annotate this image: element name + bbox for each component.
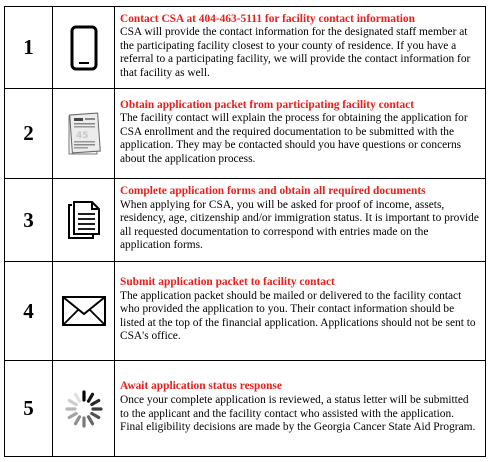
application-form-icon <box>67 112 101 156</box>
phone-icon <box>69 25 99 71</box>
svg-text:45: 45 <box>75 130 89 141</box>
step-row <box>5 179 486 262</box>
step-title: Complete application forms and obtain all required documents <box>120 185 426 198</box>
step-body: When applying for CSA, you will be asked for proof of income, assets, residency, age, citizenship and/or immigration status. It is important to provide all requested documentation to correspond with entries made on the application forms. <box>120 198 479 252</box>
step-description <box>115 89 486 179</box>
step-row <box>5 262 486 361</box>
step-number: 5 <box>5 361 53 457</box>
step-body: Once your complete application is reviewed, a status letter will be submitted to the applicant and the facility contact who assisted with the application. Final eligibility decisions are made by the Georgia Cancer State Aid Program. <box>120 393 476 434</box>
step-body: CSA will provide the contact information for the designated staff member at the participating facility closest to your county of residence. If you have a referral to a participating facility, we will provide the contact information for that facility as well. <box>120 26 471 79</box>
step-description <box>115 361 486 457</box>
step-description <box>115 262 486 361</box>
loading-spinner-icon <box>64 389 104 429</box>
step-description <box>115 7 486 89</box>
step-row <box>5 361 486 457</box>
step-row <box>5 7 486 89</box>
step-number: 4 <box>5 262 53 361</box>
step-body: The facility contact will explain the process for obtaining the application for CSA enrollment and the required documentation to be submitted with the application. They may be contacted should you have questions or concerns about the application process. <box>120 112 468 165</box>
step-title: Obtain application packet from participating facility contact <box>120 98 415 111</box>
step-title: Await application status response <box>120 380 282 393</box>
step-description <box>115 179 486 262</box>
step-number: 2 <box>5 89 53 179</box>
documents-icon <box>65 199 103 241</box>
step-number: 1 <box>5 7 53 89</box>
step-row <box>5 89 486 179</box>
step-title: Contact CSA at 404-463-5111 for facility contact information <box>120 12 415 25</box>
step-body: The application packet should be mailed or delivered to the facility contact who provided the application to you. Their contact information should be listed at the top of the financial application. Applications should not be sent to CSA's office. <box>120 289 476 343</box>
envelope-icon <box>61 295 107 327</box>
steps-table <box>4 6 486 457</box>
step-number: 3 <box>5 179 53 262</box>
step-title: Submit application packet to facility contact <box>120 276 335 289</box>
